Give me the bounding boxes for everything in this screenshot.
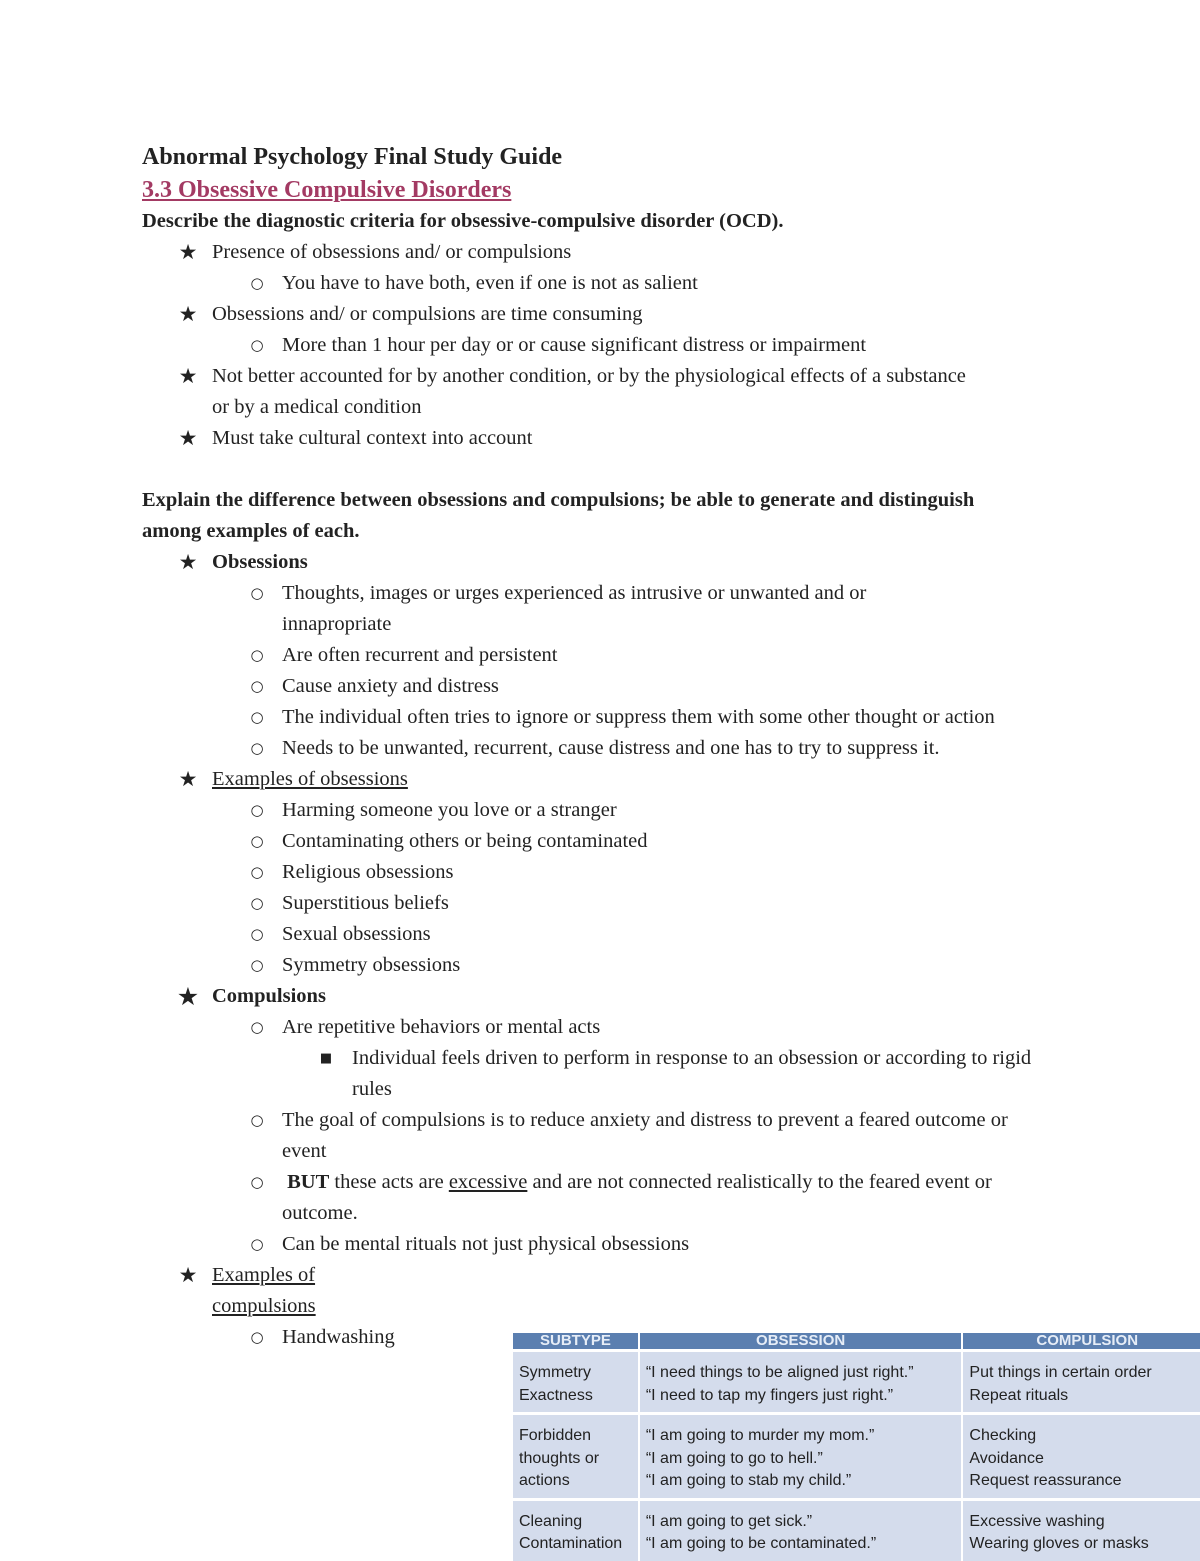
star-bullet-icon: ★	[178, 302, 198, 326]
table-cell: “I am going to get sick.” “I am going to be contaminated.”	[639, 1499, 963, 1561]
list-item: ○ You have to have both, even if one is not as salient	[142, 268, 1152, 299]
table-header: SUBTYPE	[513, 1333, 639, 1351]
list-item: ○ Cause anxiety and distress	[142, 671, 1152, 702]
list-item: ○ Religious obsessions	[142, 857, 1152, 888]
circle-bullet-icon: ○	[250, 925, 264, 943]
table-row	[513, 1499, 1200, 1561]
table-cell: Symmetry Exactness	[513, 1351, 639, 1414]
list-item: ★ Obsessions and/ or compulsions are time consuming	[142, 299, 1152, 330]
list-item: ○ The individual often tries to ignore or suppress them with some other thought or action	[142, 702, 1152, 733]
list-item: ○ BUT these acts are excessive and are not connected realistically to the feared event or outcome.	[142, 1167, 1152, 1229]
circle-bullet-icon: ○	[250, 956, 264, 974]
page-title: Abnormal Psychology Final Study Guide	[142, 144, 563, 170]
circle-bullet-icon: ○	[250, 677, 264, 695]
circle-bullet-icon: ○	[250, 646, 264, 664]
star-bullet-icon: ★	[178, 767, 198, 791]
circle-bullet-icon: ○	[250, 1018, 264, 1036]
star-bullet-icon: ★	[178, 240, 198, 264]
table-cell: Cleaning Contamination	[513, 1499, 639, 1561]
list-item: ○ The goal of compulsions is to reduce anxiety and distress to prevent a feared outcome or event	[142, 1105, 1152, 1167]
table-cell: “I am going to murder my mom.” “I am going to go to hell.” “I am going to stab my child.”	[639, 1414, 963, 1500]
star-bullet-icon: ★	[178, 1263, 198, 1287]
list-item: ○ Symmetry obsessions	[142, 950, 1152, 981]
circle-bullet-icon: ○	[250, 1111, 264, 1129]
section-heading[interactable]: 3.3 Obsessive Compulsive Disorders	[142, 177, 512, 203]
circle-bullet-icon: ○	[250, 274, 264, 292]
table-row	[513, 1414, 1200, 1500]
table-cell: Excessive washing Wearing gloves or masks	[962, 1499, 1200, 1561]
table-row	[513, 1351, 1200, 1414]
circle-bullet-icon: ○	[250, 832, 264, 850]
table-cell: Checking Avoidance Request reassurance	[962, 1414, 1200, 1500]
circle-bullet-icon: ○	[250, 584, 264, 602]
circle-bullet-icon: ○	[250, 863, 264, 881]
list-item: ○ Contaminating others or being contaminated	[142, 826, 1152, 857]
circle-bullet-icon: ○	[250, 708, 264, 726]
list-item: ○ Harming someone you love or a stranger	[142, 795, 1152, 826]
circle-bullet-icon: ○	[250, 1328, 264, 1346]
table-header: OBSESSION	[639, 1333, 963, 1351]
list-item: ★ Compulsions	[176, 982, 326, 1011]
list-item: ○ Needs to be unwanted, recurrent, cause distress and one has to try to suppress it.	[142, 733, 1152, 764]
list-item: ○ Thoughts, images or urges experienced as intrusive or unwanted and or innapropriate	[142, 578, 1152, 640]
list-item: ★ Must take cultural context into account	[142, 423, 1152, 454]
circle-bullet-icon: ○	[250, 1235, 264, 1253]
star-bullet-icon: ★	[176, 982, 200, 1011]
circle-bullet-icon: ○	[250, 1173, 264, 1191]
list-item: ■ Individual feels driven to perform in response to an obsession or according to rigid rules	[142, 1043, 1152, 1105]
square-bullet-icon: ■	[319, 1051, 333, 1066]
question-diagnostic-criteria: Describe the diagnostic criteria for obsessive-compulsive disorder (OCD).	[142, 210, 784, 232]
list-item: ★ Examples of compulsions	[142, 1260, 1152, 1322]
list-item: ○ Can be mental rituals not just physical obsessions	[142, 1229, 1152, 1260]
list-item: ○ More than 1 hour per day or or cause significant distress or impairment	[142, 330, 1152, 361]
list-item: ★ Obsessions	[142, 547, 1152, 578]
list-item: ○ Handwashing	[142, 1322, 1152, 1353]
circle-bullet-icon: ○	[250, 894, 264, 912]
list-item: ★ Not better accounted for by another condition, or by the physiological effects of a substance or by a medical condition	[142, 361, 1152, 423]
circle-bullet-icon: ○	[250, 739, 264, 757]
list-item: ○ Are often recurrent and persistent	[142, 640, 1152, 671]
circle-bullet-icon: ○	[250, 801, 264, 819]
star-bullet-icon: ★	[178, 426, 198, 450]
star-bullet-icon: ★	[178, 364, 198, 388]
list-item: ○ Superstitious beliefs	[142, 888, 1152, 919]
star-bullet-icon: ★	[178, 550, 198, 574]
list-item: ○ Are repetitive behaviors or mental acts	[142, 1012, 1152, 1043]
table-cell: “I need things to be aligned just right.” “I need to tap my fingers just right.”	[639, 1351, 963, 1414]
table-cell: Put things in certain order Repeat rituals	[962, 1351, 1200, 1414]
question-obsessions-vs-compulsions: Explain the difference between obsessions and compulsions; be able to generate and distinguish among examples of each.	[142, 489, 975, 542]
ocd-subtypes-table	[513, 1333, 1200, 1561]
table-header: COMPULSION	[962, 1333, 1200, 1351]
circle-bullet-icon: ○	[250, 336, 264, 354]
table-cell: Forbidden thoughts or actions	[513, 1414, 639, 1500]
list-item: ★ Presence of obsessions and/ or compulsions	[142, 237, 1152, 268]
list-item: ★ Examples of obsessions	[142, 764, 1152, 795]
list-item: ○ Sexual obsessions	[142, 919, 1152, 950]
study-guide-document	[142, 140, 1152, 1353]
